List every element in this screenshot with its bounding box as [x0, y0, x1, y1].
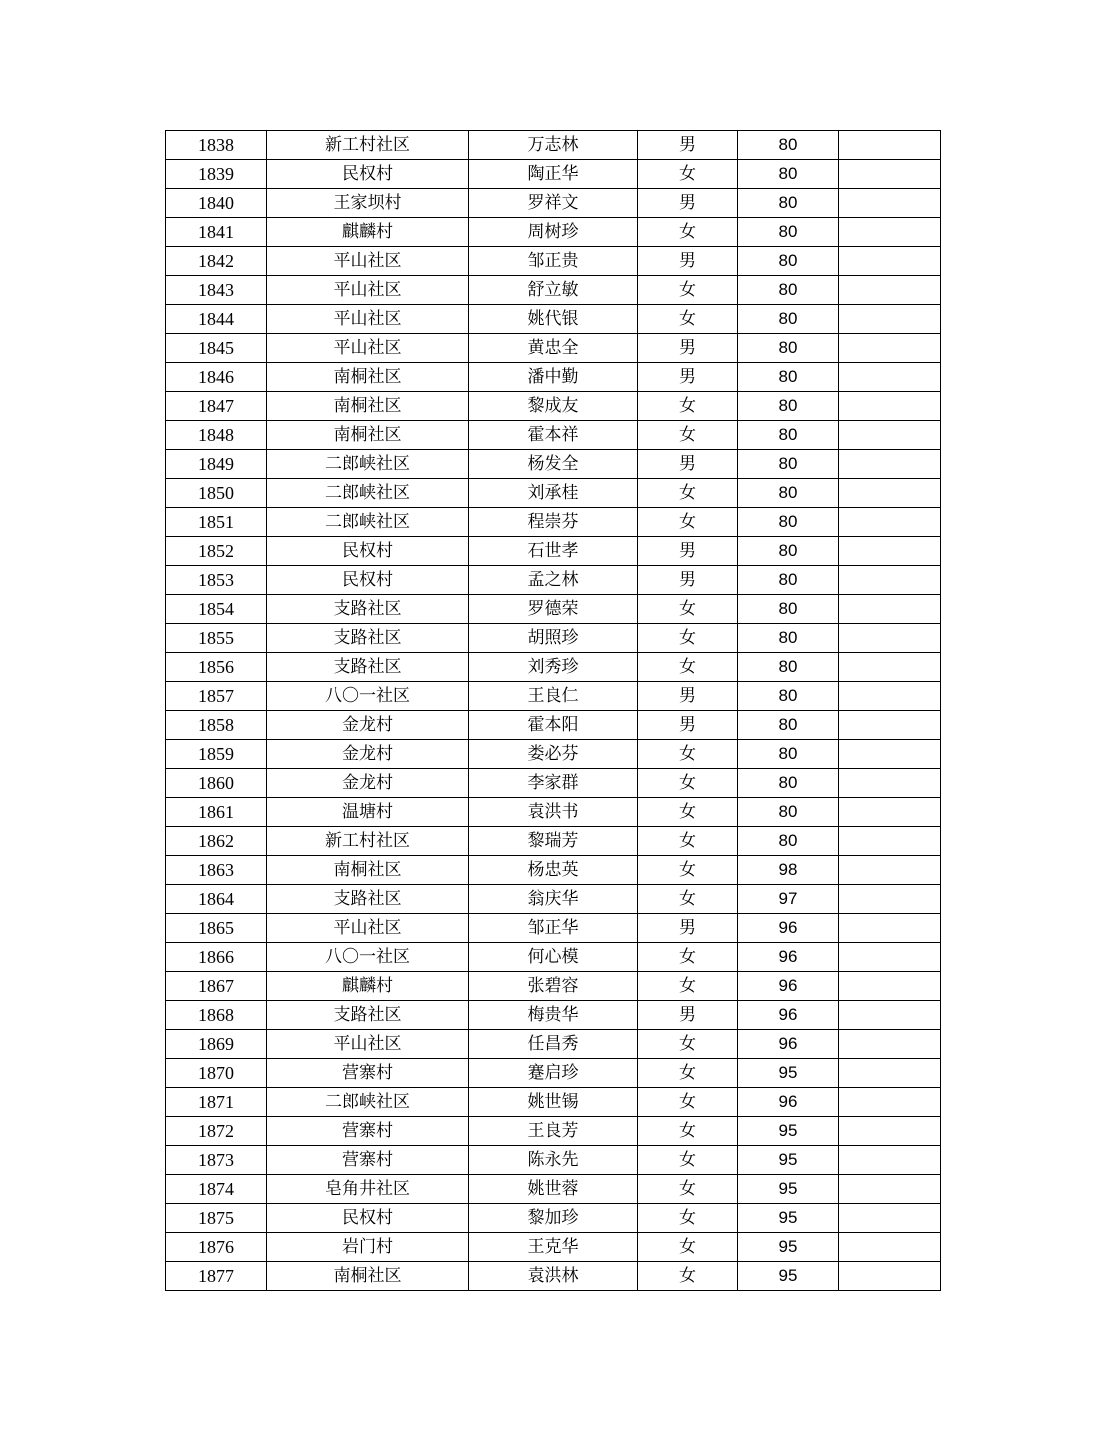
note-cell: [839, 334, 941, 363]
person-name-cell: 杨忠英: [469, 856, 638, 885]
table-row: [166, 508, 941, 537]
age-cell: 80: [738, 537, 839, 566]
age-cell: 80: [738, 160, 839, 189]
table-row: [166, 421, 941, 450]
gender-cell: 女: [638, 1030, 738, 1059]
note-cell: [839, 740, 941, 769]
community-cell: 支路社区: [267, 595, 469, 624]
age-cell: 80: [738, 595, 839, 624]
serial-number-cell: 1842: [166, 247, 267, 276]
table-row: [166, 943, 941, 972]
note-cell: [839, 537, 941, 566]
note-cell: [839, 1001, 941, 1030]
serial-number-cell: 1850: [166, 479, 267, 508]
person-name-cell: 娄必芬: [469, 740, 638, 769]
table-row: [166, 276, 941, 305]
note-cell: [839, 218, 941, 247]
gender-cell: 男: [638, 363, 738, 392]
person-name-cell: 袁洪林: [469, 1262, 638, 1291]
note-cell: [839, 827, 941, 856]
person-name-cell: 霍本祥: [469, 421, 638, 450]
note-cell: [839, 972, 941, 1001]
table-row: [166, 1233, 941, 1262]
table-row: [166, 392, 941, 421]
table-row: [166, 160, 941, 189]
age-cell: 96: [738, 972, 839, 1001]
table-row: [166, 131, 941, 160]
serial-number-cell: 1841: [166, 218, 267, 247]
age-cell: 80: [738, 769, 839, 798]
person-name-cell: 胡照珍: [469, 624, 638, 653]
gender-cell: 女: [638, 624, 738, 653]
gender-cell: 男: [638, 247, 738, 276]
gender-cell: 女: [638, 943, 738, 972]
gender-cell: 女: [638, 305, 738, 334]
gender-cell: 女: [638, 1262, 738, 1291]
serial-number-cell: 1852: [166, 537, 267, 566]
table-row: [166, 1204, 941, 1233]
age-cell: 80: [738, 131, 839, 160]
gender-cell: 女: [638, 421, 738, 450]
age-cell: 80: [738, 827, 839, 856]
gender-cell: 女: [638, 653, 738, 682]
person-name-cell: 王良芳: [469, 1117, 638, 1146]
serial-number-cell: 1847: [166, 392, 267, 421]
table-row: [166, 1262, 941, 1291]
community-cell: 岩门村: [267, 1233, 469, 1262]
person-name-cell: 翁庆华: [469, 885, 638, 914]
gender-cell: 女: [638, 885, 738, 914]
person-name-cell: 张碧容: [469, 972, 638, 1001]
serial-number-cell: 1868: [166, 1001, 267, 1030]
gender-cell: 女: [638, 218, 738, 247]
person-name-cell: 黎瑞芳: [469, 827, 638, 856]
serial-number-cell: 1853: [166, 566, 267, 595]
community-cell: 民权村: [267, 566, 469, 595]
age-cell: 80: [738, 247, 839, 276]
age-cell: 80: [738, 682, 839, 711]
age-cell: 80: [738, 711, 839, 740]
note-cell: [839, 1262, 941, 1291]
age-cell: 95: [738, 1204, 839, 1233]
age-cell: 95: [738, 1059, 839, 1088]
table-row: [166, 1146, 941, 1175]
person-name-cell: 万志林: [469, 131, 638, 160]
community-cell: 南桐社区: [267, 1262, 469, 1291]
age-cell: 98: [738, 856, 839, 885]
community-cell: 八〇一社区: [267, 943, 469, 972]
age-cell: 80: [738, 653, 839, 682]
serial-number-cell: 1877: [166, 1262, 267, 1291]
gender-cell: 男: [638, 1001, 738, 1030]
serial-number-cell: 1848: [166, 421, 267, 450]
serial-number-cell: 1849: [166, 450, 267, 479]
gender-cell: 女: [638, 769, 738, 798]
person-name-cell: 袁洪书: [469, 798, 638, 827]
serial-number-cell: 1867: [166, 972, 267, 1001]
age-cell: 80: [738, 392, 839, 421]
serial-number-cell: 1874: [166, 1175, 267, 1204]
gender-cell: 女: [638, 1117, 738, 1146]
age-cell: 80: [738, 421, 839, 450]
gender-cell: 男: [638, 131, 738, 160]
person-name-cell: 黄忠全: [469, 334, 638, 363]
serial-number-cell: 1839: [166, 160, 267, 189]
table-row: [166, 1059, 941, 1088]
note-cell: [839, 595, 941, 624]
age-cell: 96: [738, 1030, 839, 1059]
note-cell: [839, 421, 941, 450]
community-cell: 新工村社区: [267, 131, 469, 160]
person-name-cell: 刘秀珍: [469, 653, 638, 682]
community-cell: 平山社区: [267, 276, 469, 305]
serial-number-cell: 1858: [166, 711, 267, 740]
gender-cell: 男: [638, 566, 738, 595]
table-row: [166, 595, 941, 624]
serial-number-cell: 1866: [166, 943, 267, 972]
gender-cell: 男: [638, 682, 738, 711]
note-cell: [839, 247, 941, 276]
note-cell: [839, 1233, 941, 1262]
table-row: [166, 1030, 941, 1059]
table-row: [166, 972, 941, 1001]
age-cell: 80: [738, 276, 839, 305]
age-cell: 80: [738, 798, 839, 827]
person-name-cell: 黎加珍: [469, 1204, 638, 1233]
note-cell: [839, 769, 941, 798]
serial-number-cell: 1876: [166, 1233, 267, 1262]
age-cell: 80: [738, 740, 839, 769]
note-cell: [839, 682, 941, 711]
table-row: [166, 711, 941, 740]
person-name-cell: 潘中勤: [469, 363, 638, 392]
gender-cell: 男: [638, 711, 738, 740]
age-cell: 95: [738, 1146, 839, 1175]
note-cell: [839, 1030, 941, 1059]
serial-number-cell: 1855: [166, 624, 267, 653]
gender-cell: 男: [638, 334, 738, 363]
age-cell: 80: [738, 508, 839, 537]
serial-number-cell: 1875: [166, 1204, 267, 1233]
table-row: [166, 856, 941, 885]
table-row: [166, 247, 941, 276]
serial-number-cell: 1856: [166, 653, 267, 682]
community-cell: 二郎峡社区: [267, 1088, 469, 1117]
note-cell: [839, 885, 941, 914]
table-row: [166, 566, 941, 595]
community-cell: 皂角井社区: [267, 1175, 469, 1204]
serial-number-cell: 1873: [166, 1146, 267, 1175]
community-cell: 营寨村: [267, 1117, 469, 1146]
community-cell: 二郎峡社区: [267, 450, 469, 479]
table-row: [166, 769, 941, 798]
table-row: [166, 537, 941, 566]
serial-number-cell: 1851: [166, 508, 267, 537]
community-cell: 平山社区: [267, 334, 469, 363]
age-cell: 80: [738, 218, 839, 247]
community-cell: 麒麟村: [267, 972, 469, 1001]
person-name-cell: 杨发全: [469, 450, 638, 479]
note-cell: [839, 914, 941, 943]
note-cell: [839, 160, 941, 189]
table-row: [166, 624, 941, 653]
age-cell: 96: [738, 943, 839, 972]
community-cell: 二郎峡社区: [267, 479, 469, 508]
age-cell: 80: [738, 305, 839, 334]
community-cell: 南桐社区: [267, 392, 469, 421]
note-cell: [839, 1059, 941, 1088]
note-cell: [839, 1088, 941, 1117]
note-cell: [839, 943, 941, 972]
community-cell: 金龙村: [267, 711, 469, 740]
community-cell: 民权村: [267, 1204, 469, 1233]
age-cell: 96: [738, 914, 839, 943]
note-cell: [839, 1146, 941, 1175]
gender-cell: 女: [638, 508, 738, 537]
gender-cell: 男: [638, 450, 738, 479]
serial-number-cell: 1844: [166, 305, 267, 334]
person-name-cell: 黎成友: [469, 392, 638, 421]
table-row: [166, 653, 941, 682]
community-cell: 民权村: [267, 537, 469, 566]
person-name-cell: 梅贵华: [469, 1001, 638, 1030]
table-row: [166, 1001, 941, 1030]
gender-cell: 男: [638, 189, 738, 218]
community-cell: 新工村社区: [267, 827, 469, 856]
serial-number-cell: 1860: [166, 769, 267, 798]
age-cell: 80: [738, 479, 839, 508]
gender-cell: 女: [638, 479, 738, 508]
community-cell: 金龙村: [267, 769, 469, 798]
table-row: [166, 1117, 941, 1146]
person-name-cell: 姚世锡: [469, 1088, 638, 1117]
community-cell: 平山社区: [267, 247, 469, 276]
note-cell: [839, 856, 941, 885]
person-name-cell: 程崇芬: [469, 508, 638, 537]
note-cell: [839, 189, 941, 218]
table-row: [166, 798, 941, 827]
note-cell: [839, 276, 941, 305]
community-cell: 温塘村: [267, 798, 469, 827]
age-cell: 95: [738, 1175, 839, 1204]
note-cell: [839, 305, 941, 334]
person-name-cell: 蹇启珍: [469, 1059, 638, 1088]
table-row: [166, 885, 941, 914]
serial-number-cell: 1872: [166, 1117, 267, 1146]
person-name-cell: 任昌秀: [469, 1030, 638, 1059]
note-cell: [839, 566, 941, 595]
gender-cell: 男: [638, 914, 738, 943]
person-name-cell: 霍本阳: [469, 711, 638, 740]
gender-cell: 女: [638, 1146, 738, 1175]
table-row: [166, 363, 941, 392]
table-row: [166, 479, 941, 508]
community-cell: 二郎峡社区: [267, 508, 469, 537]
note-cell: [839, 392, 941, 421]
person-name-cell: 周树珍: [469, 218, 638, 247]
gender-cell: 女: [638, 1175, 738, 1204]
age-cell: 80: [738, 450, 839, 479]
person-name-cell: 陈永先: [469, 1146, 638, 1175]
table-row: [166, 1088, 941, 1117]
gender-cell: 女: [638, 798, 738, 827]
person-name-cell: 陶正华: [469, 160, 638, 189]
age-cell: 95: [738, 1117, 839, 1146]
person-name-cell: 何心模: [469, 943, 638, 972]
community-cell: 八〇一社区: [267, 682, 469, 711]
gender-cell: 女: [638, 160, 738, 189]
community-cell: 平山社区: [267, 305, 469, 334]
person-name-cell: 姚世蓉: [469, 1175, 638, 1204]
person-name-cell: 刘承桂: [469, 479, 638, 508]
note-cell: [839, 363, 941, 392]
community-cell: 支路社区: [267, 624, 469, 653]
community-cell: 王家坝村: [267, 189, 469, 218]
age-cell: 80: [738, 334, 839, 363]
serial-number-cell: 1857: [166, 682, 267, 711]
records-table: [165, 130, 941, 1291]
age-cell: 96: [738, 1088, 839, 1117]
serial-number-cell: 1861: [166, 798, 267, 827]
community-cell: 支路社区: [267, 885, 469, 914]
community-cell: 平山社区: [267, 914, 469, 943]
note-cell: [839, 1117, 941, 1146]
person-name-cell: 罗祥文: [469, 189, 638, 218]
person-name-cell: 邹正华: [469, 914, 638, 943]
serial-number-cell: 1865: [166, 914, 267, 943]
gender-cell: 女: [638, 392, 738, 421]
serial-number-cell: 1838: [166, 131, 267, 160]
serial-number-cell: 1854: [166, 595, 267, 624]
age-cell: 97: [738, 885, 839, 914]
community-cell: 民权村: [267, 160, 469, 189]
note-cell: [839, 479, 941, 508]
serial-number-cell: 1862: [166, 827, 267, 856]
gender-cell: 女: [638, 856, 738, 885]
gender-cell: 女: [638, 595, 738, 624]
serial-number-cell: 1869: [166, 1030, 267, 1059]
person-name-cell: 罗德荣: [469, 595, 638, 624]
table-row: [166, 914, 941, 943]
serial-number-cell: 1846: [166, 363, 267, 392]
table-row: [166, 827, 941, 856]
note-cell: [839, 1204, 941, 1233]
gender-cell: 女: [638, 1233, 738, 1262]
gender-cell: 男: [638, 537, 738, 566]
table-row: [166, 189, 941, 218]
person-name-cell: 李家群: [469, 769, 638, 798]
gender-cell: 女: [638, 1204, 738, 1233]
age-cell: 80: [738, 363, 839, 392]
gender-cell: 女: [638, 276, 738, 305]
table-row: [166, 682, 941, 711]
serial-number-cell: 1871: [166, 1088, 267, 1117]
community-cell: 南桐社区: [267, 421, 469, 450]
table-row: [166, 218, 941, 247]
table-row: [166, 334, 941, 363]
serial-number-cell: 1843: [166, 276, 267, 305]
note-cell: [839, 711, 941, 740]
community-cell: 南桐社区: [267, 856, 469, 885]
serial-number-cell: 1840: [166, 189, 267, 218]
age-cell: 80: [738, 566, 839, 595]
person-name-cell: 姚代银: [469, 305, 638, 334]
table-row: [166, 1175, 941, 1204]
person-name-cell: 石世孝: [469, 537, 638, 566]
note-cell: [839, 508, 941, 537]
note-cell: [839, 131, 941, 160]
gender-cell: 女: [638, 740, 738, 769]
serial-number-cell: 1864: [166, 885, 267, 914]
person-name-cell: 孟之林: [469, 566, 638, 595]
table-row: [166, 305, 941, 334]
person-name-cell: 邹正贵: [469, 247, 638, 276]
community-cell: 平山社区: [267, 1030, 469, 1059]
table-row: [166, 740, 941, 769]
note-cell: [839, 450, 941, 479]
records-body: [166, 131, 941, 1291]
serial-number-cell: 1859: [166, 740, 267, 769]
community-cell: 支路社区: [267, 1001, 469, 1030]
age-cell: 96: [738, 1001, 839, 1030]
age-cell: 80: [738, 189, 839, 218]
age-cell: 95: [738, 1233, 839, 1262]
community-cell: 营寨村: [267, 1059, 469, 1088]
table-row: [166, 450, 941, 479]
community-cell: 金龙村: [267, 740, 469, 769]
note-cell: [839, 798, 941, 827]
community-cell: 支路社区: [267, 653, 469, 682]
gender-cell: 女: [638, 972, 738, 1001]
serial-number-cell: 1870: [166, 1059, 267, 1088]
gender-cell: 女: [638, 1059, 738, 1088]
note-cell: [839, 1175, 941, 1204]
serial-number-cell: 1845: [166, 334, 267, 363]
community-cell: 麒麟村: [267, 218, 469, 247]
community-cell: 南桐社区: [267, 363, 469, 392]
note-cell: [839, 624, 941, 653]
community-cell: 营寨村: [267, 1146, 469, 1175]
note-cell: [839, 653, 941, 682]
person-name-cell: 王良仁: [469, 682, 638, 711]
person-name-cell: 舒立敏: [469, 276, 638, 305]
person-name-cell: 王克华: [469, 1233, 638, 1262]
serial-number-cell: 1863: [166, 856, 267, 885]
gender-cell: 女: [638, 827, 738, 856]
gender-cell: 女: [638, 1088, 738, 1117]
age-cell: 80: [738, 624, 839, 653]
age-cell: 95: [738, 1262, 839, 1291]
